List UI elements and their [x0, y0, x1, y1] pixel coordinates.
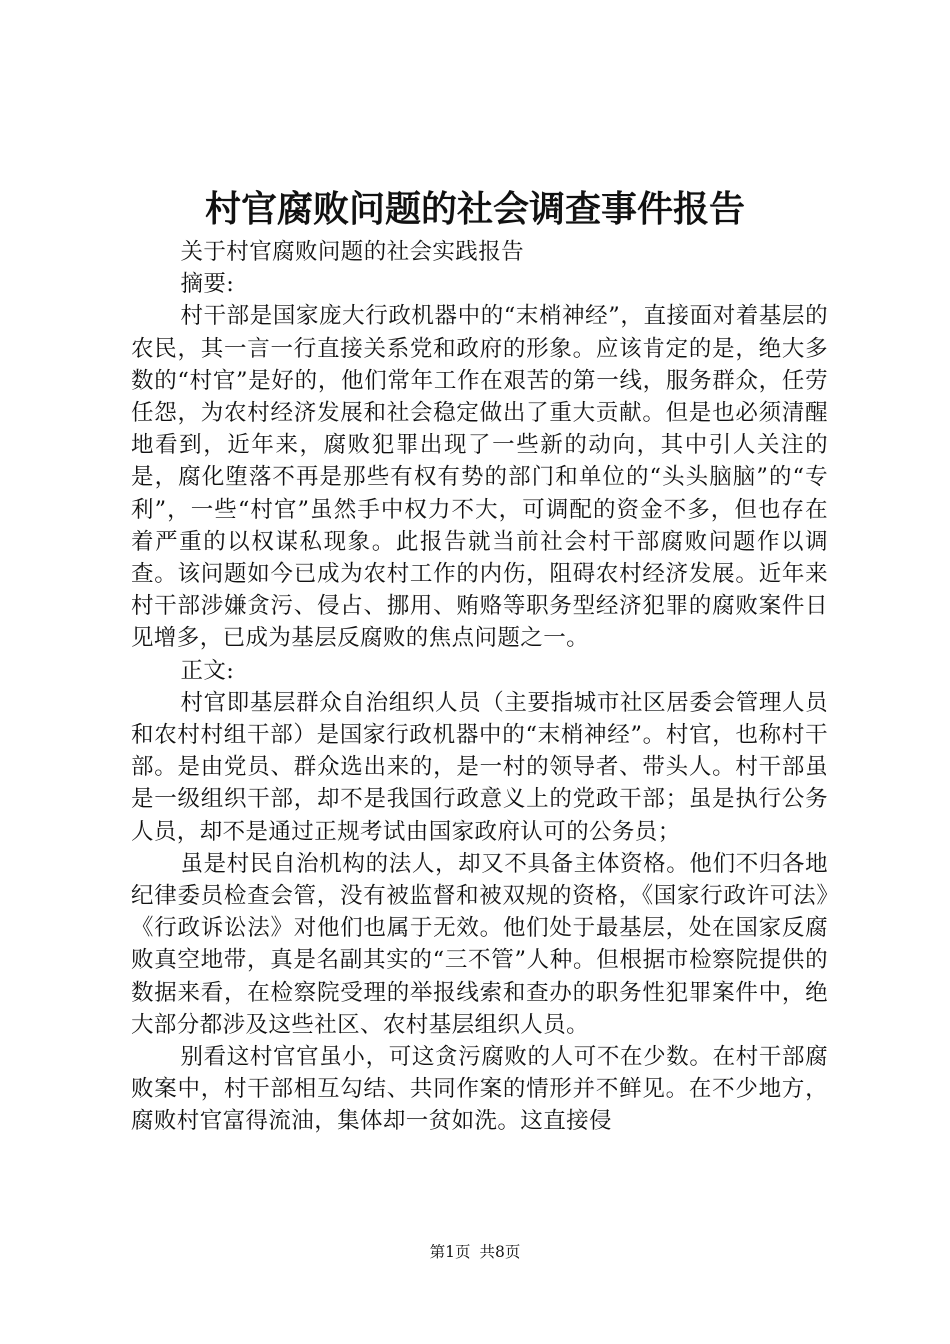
page-number: 第1页 [429, 1243, 471, 1261]
abstract-heading: 摘要: [180, 271, 235, 298]
main-text-heading: 正文: [180, 657, 235, 684]
subtitle-paragraph: 关于村官腐败问题的社会实践报告 [180, 239, 525, 265]
body-paragraph-3: 别看这村官官虽小，可这贪污腐败的人可不在少数。在村干部腐败案中，村干部相互勾结、共同作案的情形并不鲜见。在不少地方，腐败村官富得流油，集体却一贫如洗。这直接侵 [131, 1044, 828, 1135]
abstract-paragraph: 村干部是国家庞大行政机器中的“末梢神经”，直接面对着基层的农民，其一言一行直接关系党和政府的形象。应该肯定的是，绝大多数的“村官”是好的，他们常年工作在艰苦的第一线，服务群众，任劳任怨，为农村经济发展和社会稳定做出了重大贡献。但是也必须清醒地看到，近年来，腐败犯罪出现了一些新的动向，其中引人关注的是，腐化堕落不再是那些有权有势的部门和单位的“头头脑脑”的“专利”，一些“村官”虽然手中权力不大，可调配的资金不多，但也存在着严重的以权谋私现象。此报告就当前社会村干部腐败问题作以调查。该问题如今已成为农村工作的内伤，阻碍农村经济发展。近年来村干部涉嫌贪污、侵占、挪用、贿赂等职务型经济犯罪的腐败案件日见增多，已成为基层反腐败的焦点问题之一。 [131, 303, 828, 652]
body-paragraph-2: 虽是村民自治机构的法人，却又不具备主体资格。他们不归各地纪律委员检查会管，没有被监督和被双规的资格，《国家行政许可法》《行政诉讼法》对他们也属于无效。他们处于最基层，处在国家反腐败真空地带，真是名副其实的“三不管”人种。但根据市检察院提供的数据来看，在检察院受理的举报线索和查办的职务性犯罪案件中，绝大部分都涉及这些社区、农村基层组织人员。 [131, 850, 828, 1038]
page-total: 共8页 [479, 1243, 521, 1261]
page-footer [0, 1240, 950, 1264]
document-body [131, 236, 828, 1138]
body-paragraph-1: 村官即基层群众自治组织人员（主要指城市社区居委会管理人员和农村村组干部）是国家行政机器中的“末梢神经”。村官，也称村干部。是由党员、群众选出来的，是一村的领导者、带头人。村干部虽是一级组织干部，却不是我国行政意义上的党政干部；虽是执行公务人员，却不是通过正规考试由国家政府认可的公务员； [131, 689, 828, 845]
document-title: 村官腐败问题的社会调查事件报告 [204, 188, 745, 230]
